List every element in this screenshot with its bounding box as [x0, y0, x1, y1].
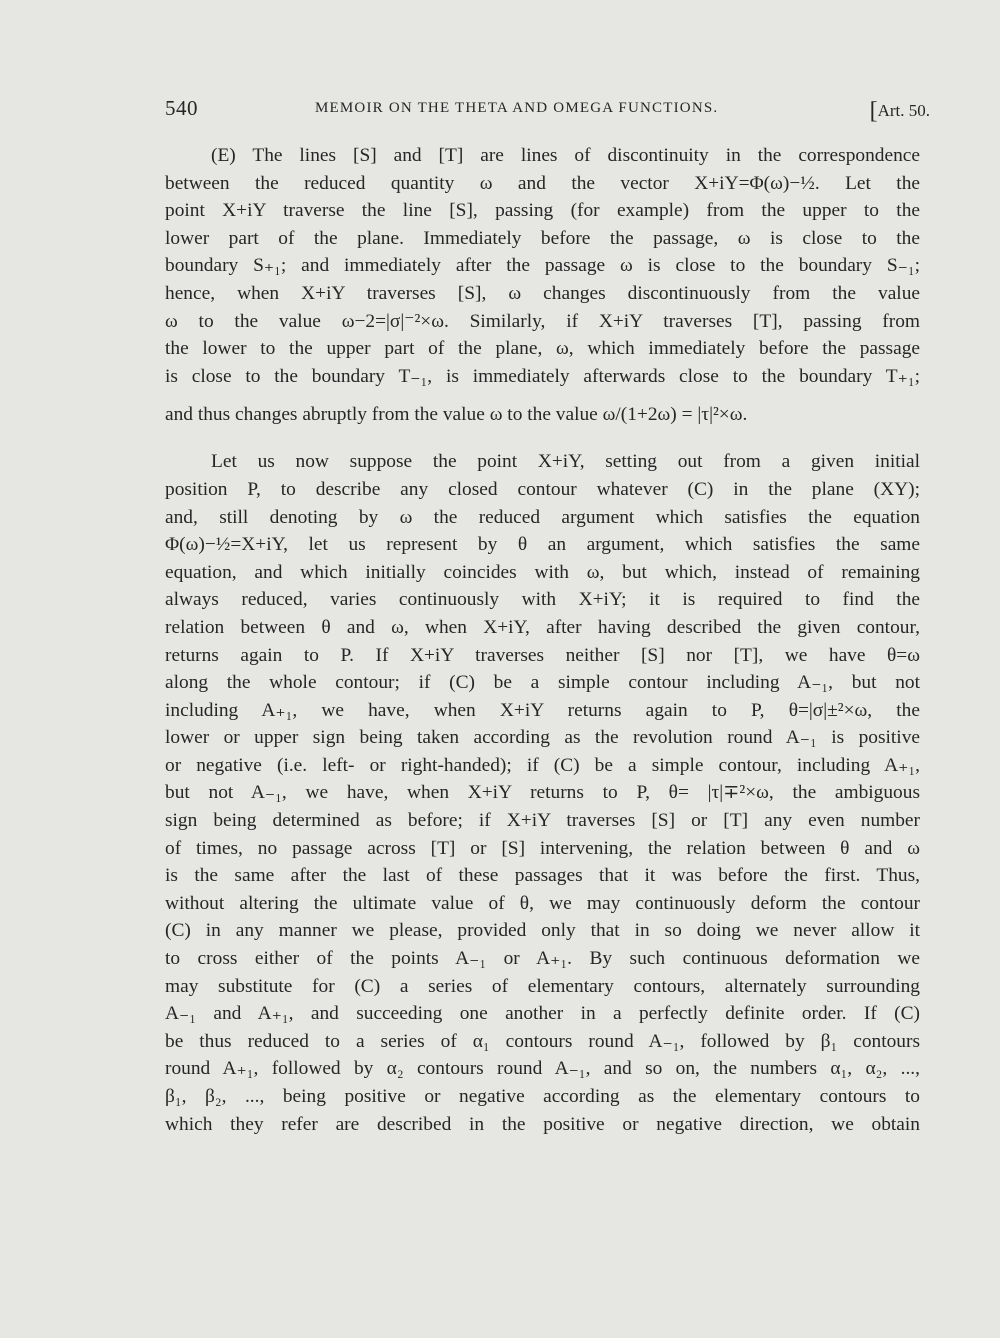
text-line: be thus reduced to a series of α₁ contours round A₋₁, followed by β₁ contours	[165, 1030, 920, 1052]
text-line: point X+iY traverse the line [S], passing (for example) from the upper to the	[165, 200, 920, 222]
text-line: may substitute for (C) a series of elementary contours, alternately surrounding	[165, 975, 920, 997]
text-line: Φ(ω)−½=X+iY, let us represent by θ an argument, which satisfies the same	[165, 534, 920, 556]
text-line: round A₊₁, followed by α₂ contours round A₋₁, and so on, the numbers α₁, α₂, ...,	[165, 1058, 920, 1080]
text-line: is the same after the last of these passages that it was before the first. Thus,	[165, 865, 920, 887]
text-line: equation, and which initially coincides with ω, but which, instead of remaining	[165, 561, 920, 583]
text-line: ω to the value ω−2=|σ|⁻²×ω. Similarly, if X+iY traverses [T], passing from	[165, 310, 920, 332]
text-line: returns again to P. If X+iY traverses neither [S] nor [T], we have θ=ω	[165, 644, 920, 666]
text-line: and thus changes abruptly from the value ω to the value ω/(1+2ω) = |τ|²×ω.	[165, 404, 748, 426]
text-line: of times, no passage across [T] or [S] intervening, the relation between θ and ω	[165, 837, 920, 859]
body-text	[165, 142, 920, 1138]
text-line: boundary S₊₁; and immediately after the passage ω is close to the boundary S₋₁;	[165, 255, 920, 277]
text-line: between the reduced quantity ω and the vector X+iY=Φ(ω)−½. Let the	[165, 172, 920, 194]
paragraph-gap	[165, 440, 920, 448]
text-line: (C) in any manner we please, provided only that in so doing we never allow it	[165, 920, 920, 942]
page-header	[165, 96, 930, 126]
text-line: is close to the boundary T₋₁, is immediately afterwards close to the boundary T₊₁;	[165, 365, 920, 387]
text-line: along the whole contour; if (C) be a simple contour including A₋₁, but not	[165, 672, 920, 694]
text-line: which they refer are described in the positive or negative direction, we obtain	[165, 1113, 920, 1135]
running-title: MEMOIR ON THE THETA AND OMEGA FUNCTIONS.	[315, 100, 719, 116]
text-line: without altering the ultimate value of θ, we may continuously deform the contour	[165, 892, 920, 914]
text-line: the lower to the upper part of the plane, ω, which immediately before the passage	[165, 338, 920, 360]
text-line: sign being determined as before; if X+iY traverses [S] or [T] any even number	[165, 810, 920, 832]
bracket-glyph: [	[869, 98, 878, 124]
text-line: Let us now suppose the point X+iY, setting out from a given initial	[211, 451, 920, 473]
text-line: always reduced, varies continuously with X+iY; it is required to find the	[165, 589, 920, 611]
paragraph-contour	[165, 448, 920, 1138]
text-line: A₋₁ and A₊₁, and succeeding one another in a perfectly definite order. If (C)	[165, 1003, 920, 1025]
text-line: or negative (i.e. left- or right-handed); if (C) be a simple contour, including A₊₁,	[165, 754, 920, 776]
text-line: but not A₋₁, we have, when X+iY returns to P, θ= |τ|∓²×ω, the ambiguous	[165, 782, 920, 804]
text-line: lower part of the plane. Immediately before the passage, ω is close to the	[165, 227, 920, 249]
article-reference	[870, 96, 930, 123]
text-line: β₁, β₂, ..., being positive or negative according as the elementary contours to	[165, 1086, 920, 1107]
text-line: relation between θ and ω, when X+iY, after having described the given contour,	[165, 616, 920, 638]
text-line: (E) The lines [S] and [T] are lines of discontinuity in the correspondence	[211, 145, 920, 166]
text-line: to cross either of the points A₋₁ or A₊₁. By such continuous deformation we	[165, 948, 920, 970]
text-line: position P, to describe any closed contour whatever (C) in the plane (XY);	[165, 478, 920, 500]
text-line: including A₊₁, we have, when X+iY returns again to P, θ=|σ|±²×ω, the	[165, 699, 920, 721]
page-number: 540	[165, 96, 198, 120]
text-line: and, still denoting by ω the reduced argument which satisfies the equation	[165, 506, 920, 528]
article-reference-label: Art. 50.	[877, 101, 930, 120]
text-line: lower or upper sign being taken according as the revolution round A₋₁ is positive	[165, 727, 920, 749]
text-line: hence, when X+iY traverses [S], ω changes discontinuously from the value	[165, 282, 920, 304]
paragraph-e	[165, 142, 920, 440]
